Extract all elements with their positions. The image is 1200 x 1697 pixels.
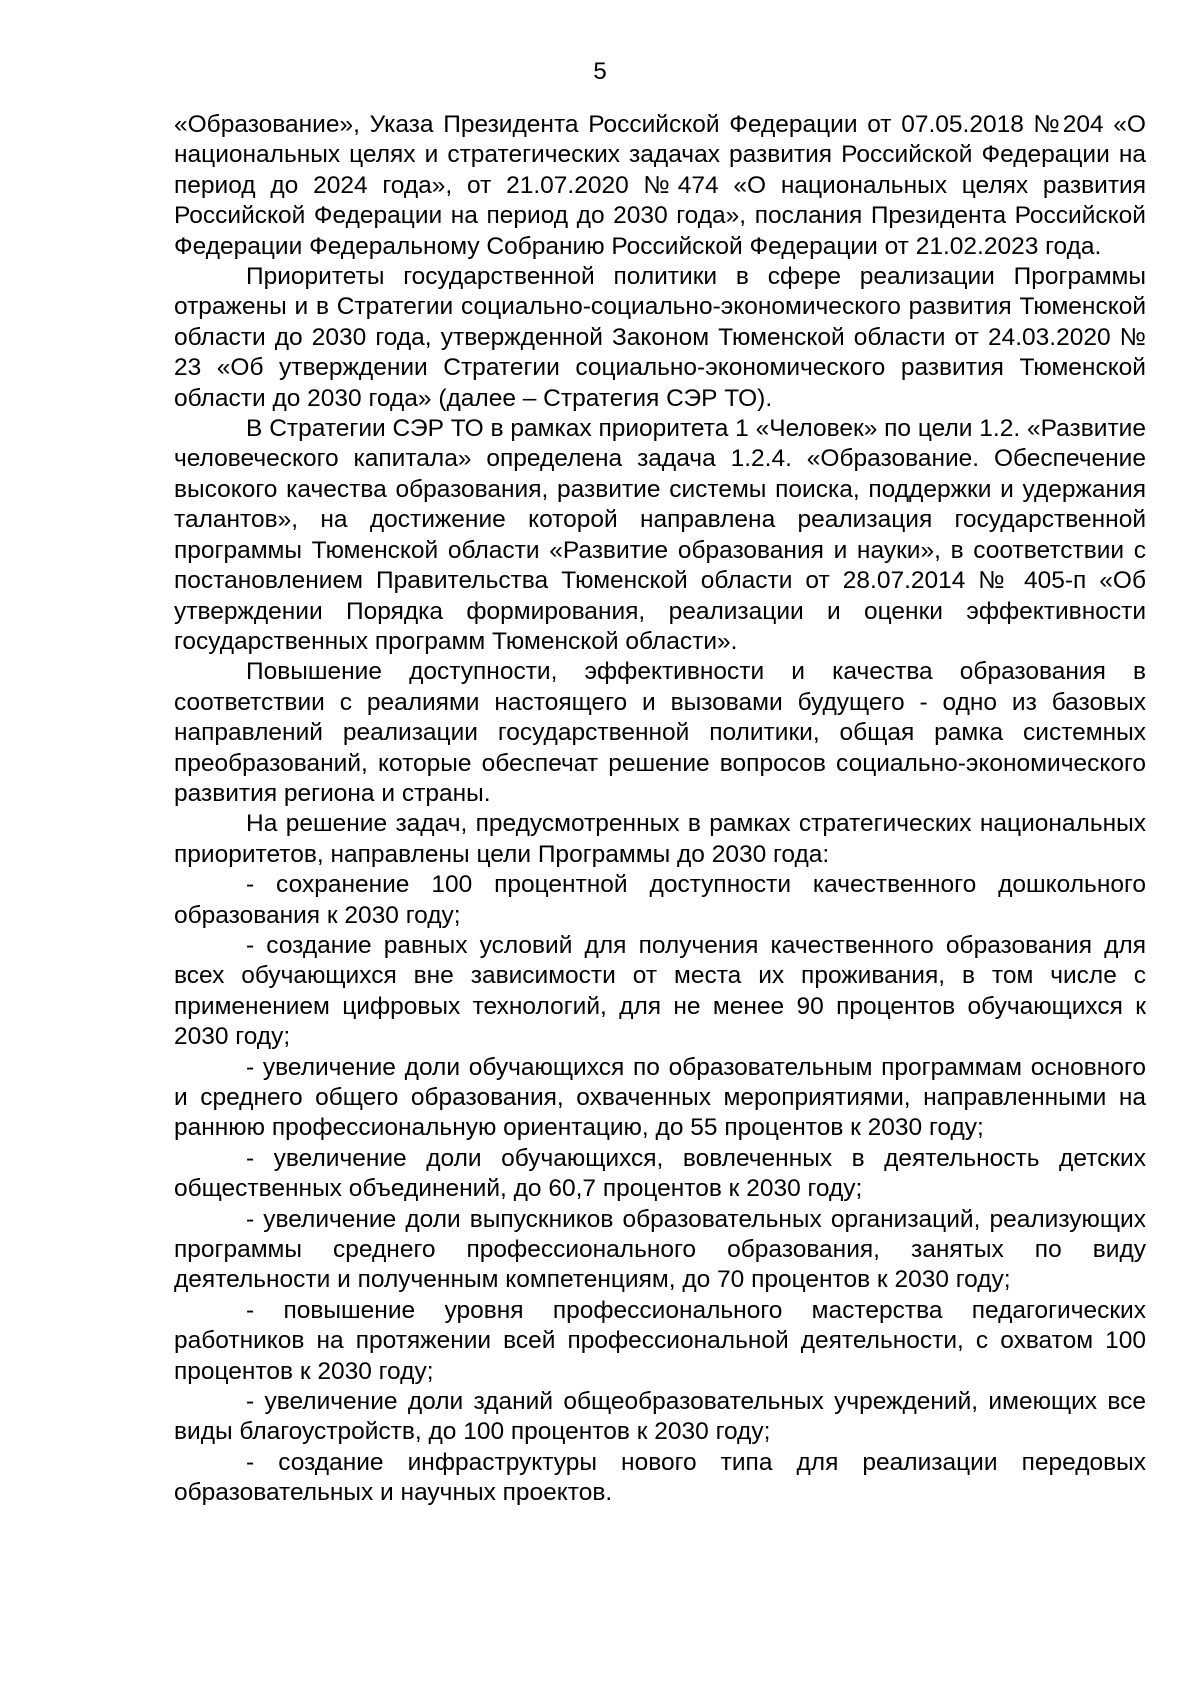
paragraph: «Образование», Указа Президента Российской Федерации от 07.05.2018 №204 «О национальных целях и стратегических задачах развития Российской Федерации на период до 2024 года», от 21.07.2020 №474 «О национальных целях развития Российской Федерации на период до 2030 года», послания Президента Российской Федерации Федеральному Собранию Российской Федерации от 21.02.2023 года. [174, 111, 1146, 260]
paragraph: - создание инфраструктуры нового типа для реализации передовых образовательных и научных проектов. [174, 1448, 1146, 1507]
paragraph: - увеличение доли зданий общеобразовательных учреждений, имеющих все виды благоустройств, до 100 процентов к 2030 году; [174, 1388, 1146, 1446]
paragraph: В Стратегии СЭР ТО в рамках приоритета 1 «Человек» по цели 1.2. «Развитие человеческого капитала» определена задача 1.2.4. «Образование. Обеспечение высокого качества образования, развитие системы поиска, поддержки и удержания талантов», на достижение которой направлена реализация государственной программы Тюменской области «Развитие образования и науки», в соответствии с постановлением Правительства Тюменской области от 28.07.2014 № 405-п «Об утверждении Порядка формирования, реализации и оценки эффективности государственных программ Тюменской области». [174, 415, 1146, 655]
paragraph: На решение задач, предусмотренных в рамках стратегических национальных приоритетов, направлены цели Программы до 2030 года: [174, 810, 1146, 868]
paragraph: - увеличение доли обучающихся по образовательным программам основного и среднего общего образования, охваченных мероприятиями, направленными на раннюю профессиональную ориентацию, до 55 процентов к 2030 году; [174, 1053, 1146, 1142]
page-number: 5 [593, 58, 607, 85]
paragraph: Повышение доступности, эффективности и качества образования в соответствии с реалиями настоящего и вызовами будущего - одно из базовых направлений реализации государственной политики, общая рамка системных преобразований, которые обеспечат решение вопросов социально-экономического развития региона и страны. [174, 658, 1146, 807]
paragraph: - создание равных условий для получения качественного образования для всех обучающихся вне зависимости от места их проживания, в том числе с применением цифровых технологий, для не менее 90 процентов обучающихся к 2030 году; [174, 931, 1146, 1051]
paragraph: Приоритеты государственной политики в сфере реализации Программы отражены и в Стратегии социально-социально-экономического развития Тюменской области до 2030 года, утвержденной Законом Тюменской области от 24.03.2020 № 23 «Об утверждении Стратегии социально-экономического развития Тюменской области до 2030 года» (далее – Стратегия СЭР ТО). [174, 263, 1146, 412]
paragraph: - сохранение 100 процентной доступности качественного дошкольного образования к 2030 году; [174, 871, 1146, 929]
paragraph: - увеличение доли обучающихся, вовлеченных в деятельность детских общественных объединений, до 60,7 процентов к 2030 году; [174, 1144, 1146, 1203]
document-body [174, 110, 1146, 1509]
paragraph: - повышение уровня профессионального мастерства педагогических работников на протяжении всей профессиональной деятельности, с охватом 100 процентов к 2030 году; [174, 1296, 1146, 1385]
paragraph: - увеличение доли выпускников образовательных организаций, реализующих программы среднего профессионального образования, занятых по виду деятельности и полученным компетенциям, до 70 процентов к 2030 году; [174, 1205, 1146, 1294]
